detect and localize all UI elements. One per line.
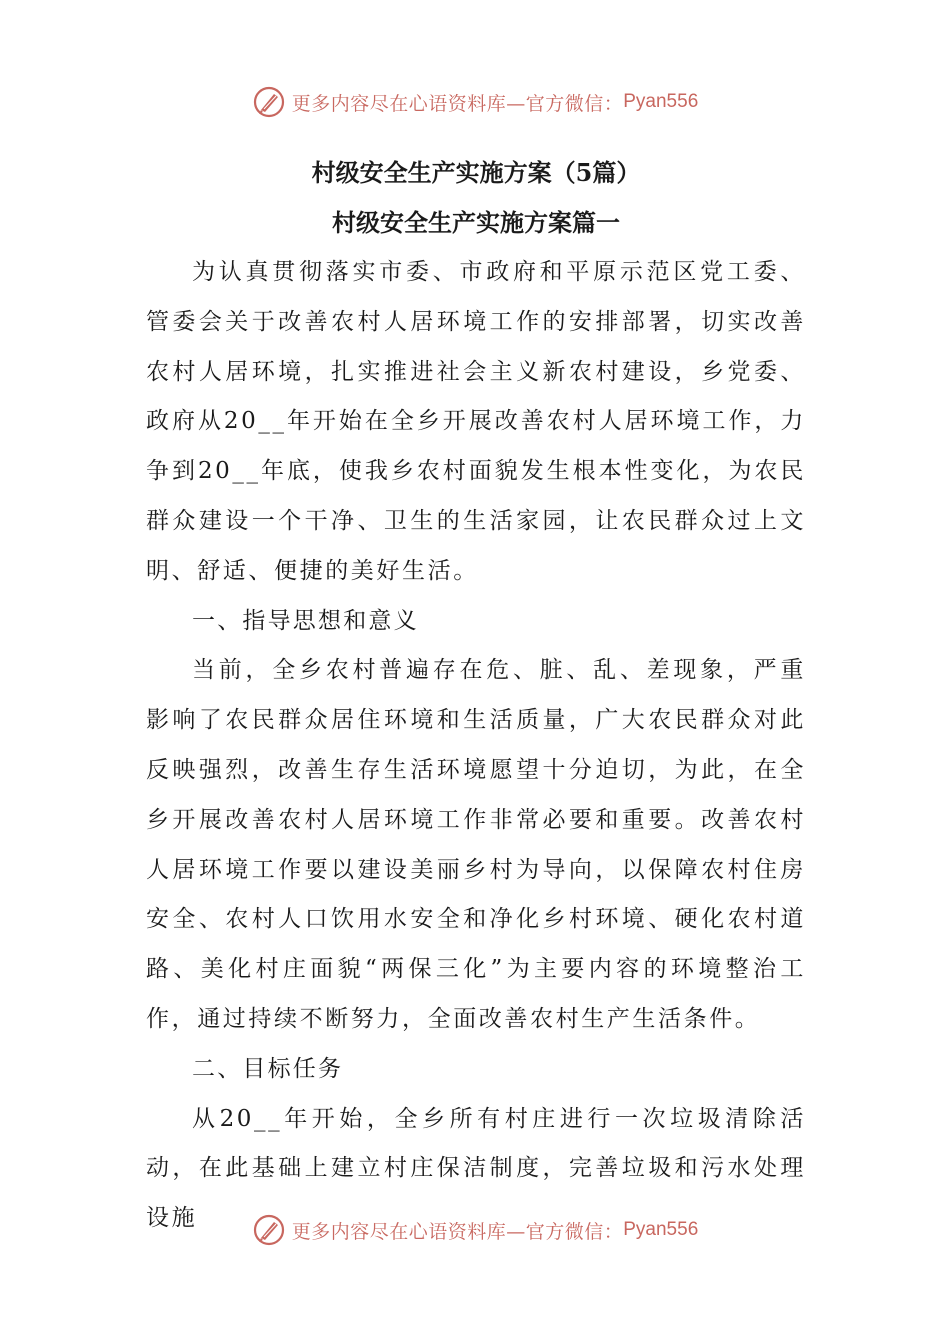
document-title: 村级安全生产实施方案（5篇） [311,158,641,187]
section-heading-1: 一、指导思想和意义 [192,607,419,634]
section-heading-2: 二、目标任务 [192,1055,344,1082]
header-watermark-banner [0,82,950,122]
paragraph-intro: 为认真贯彻落实市委、市政府和平原示范区党工委、管委会关于改善农村人居环境工作的安排部署，切实改善农村人居环境，扎实推进社会主义新农村建设，乡党委、政府从20__年开始在全乡开展改善农村人居环境工作，力争到20__年底，使我乡农村面貌发生根本性变化，为农民群众建设一个干净、卫生的生活家园，让农民群众过上文明、舒适、便捷的美好生活。 [146,259,806,584]
document-subtitle: 村级安全生产实施方案篇一 [332,208,620,237]
paragraph-section-1: 当前，全乡农村普遍存在危、脏、乱、差现象，严重影响了农民群众居住环境和生活质量，广大农民群众对此反映强烈，改善生存生活环境愿望十分迫切，为此，在全乡开展改善农村人居环境工作非常必要和重要。改善农村人居环境工作要以建设美丽乡村为导向，以保障农村住房安全、农村人口饮用水安全和净化乡村环境、硬化农村道路、美化村庄面貌“两保三化”为主要内容的环境整治工作，通过持续不断努力，全面改善农村生产生活条件。 [146,657,806,1032]
document-body [146,148,806,1244]
watermark-wechat-id: Pyan556 [623,91,699,112]
footer-watermark-banner [0,1210,950,1250]
watermark-text: 更多内容尽在心语资料库—官方微信： [291,1220,624,1243]
watermark-text: 更多内容尽在心语资料库—官方微信： [291,92,624,115]
pen-logo-icon [252,85,286,119]
pen-logo-icon [252,1213,286,1247]
paragraph-section-2: 从20__年开始，全乡所有村庄进行一次垃圾清除活动，在此基础上建立村庄保洁制度，完善垃圾和污水处理设施 [146,1105,806,1232]
watermark-wechat-id: Pyan556 [623,1219,699,1240]
